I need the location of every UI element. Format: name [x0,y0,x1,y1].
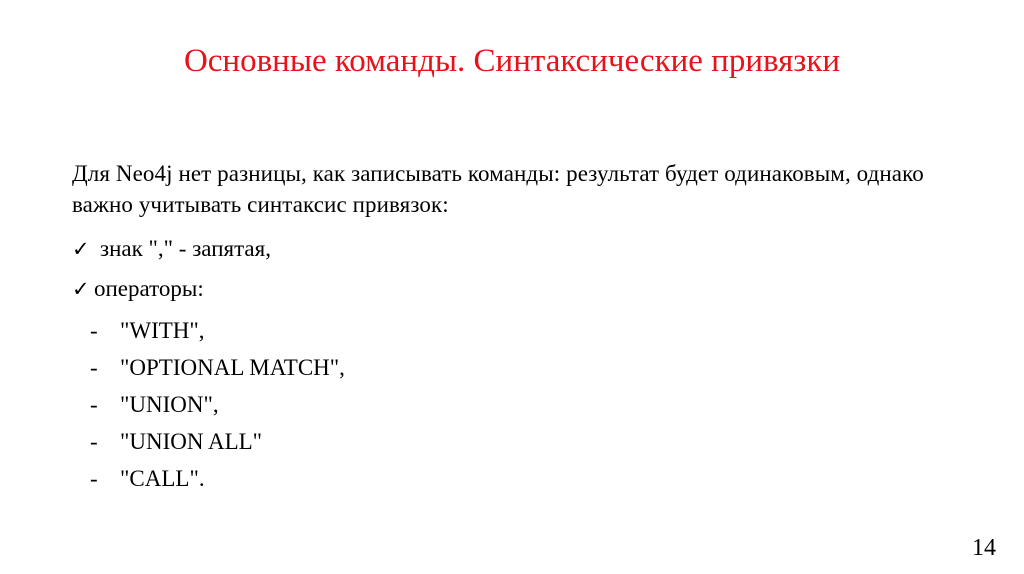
page-title: Основные команды. Синтаксические привязки [183,43,841,79]
list-item-label: "CALL". [120,466,205,491]
sub-list [72,312,952,497]
list-item-label: операторы: [94,276,204,301]
list-item-label: "WITH", [120,318,205,343]
list-item [72,312,952,349]
list-item [72,232,952,266]
list-item [72,272,952,306]
list-item [72,386,952,423]
list-item [72,423,952,460]
list-item-label: "OPTIONAL MATCH", [120,355,345,380]
body-paragraph: Для Neo4j нет разницы, как записывать команды: результат будет одинаковым, однако важно учитывать синтаксис привязок: [72,161,924,217]
dash-icon: - [90,318,98,343]
dash-icon: - [90,429,98,454]
list-item-label: знак "," - запятая, [100,236,271,261]
list-item-label: "UNION", [120,392,219,417]
dash-icon: - [90,392,98,417]
page-number: 14 [972,535,996,561]
list-item [72,460,952,497]
dash-icon: - [90,466,98,491]
list-item-label: "UNION ALL" [120,429,263,454]
check-icon: ✓ [72,277,90,301]
dash-icon: - [90,355,98,380]
slide-body [72,158,952,497]
check-icon: ✓ [72,237,90,261]
list-item [72,349,952,386]
